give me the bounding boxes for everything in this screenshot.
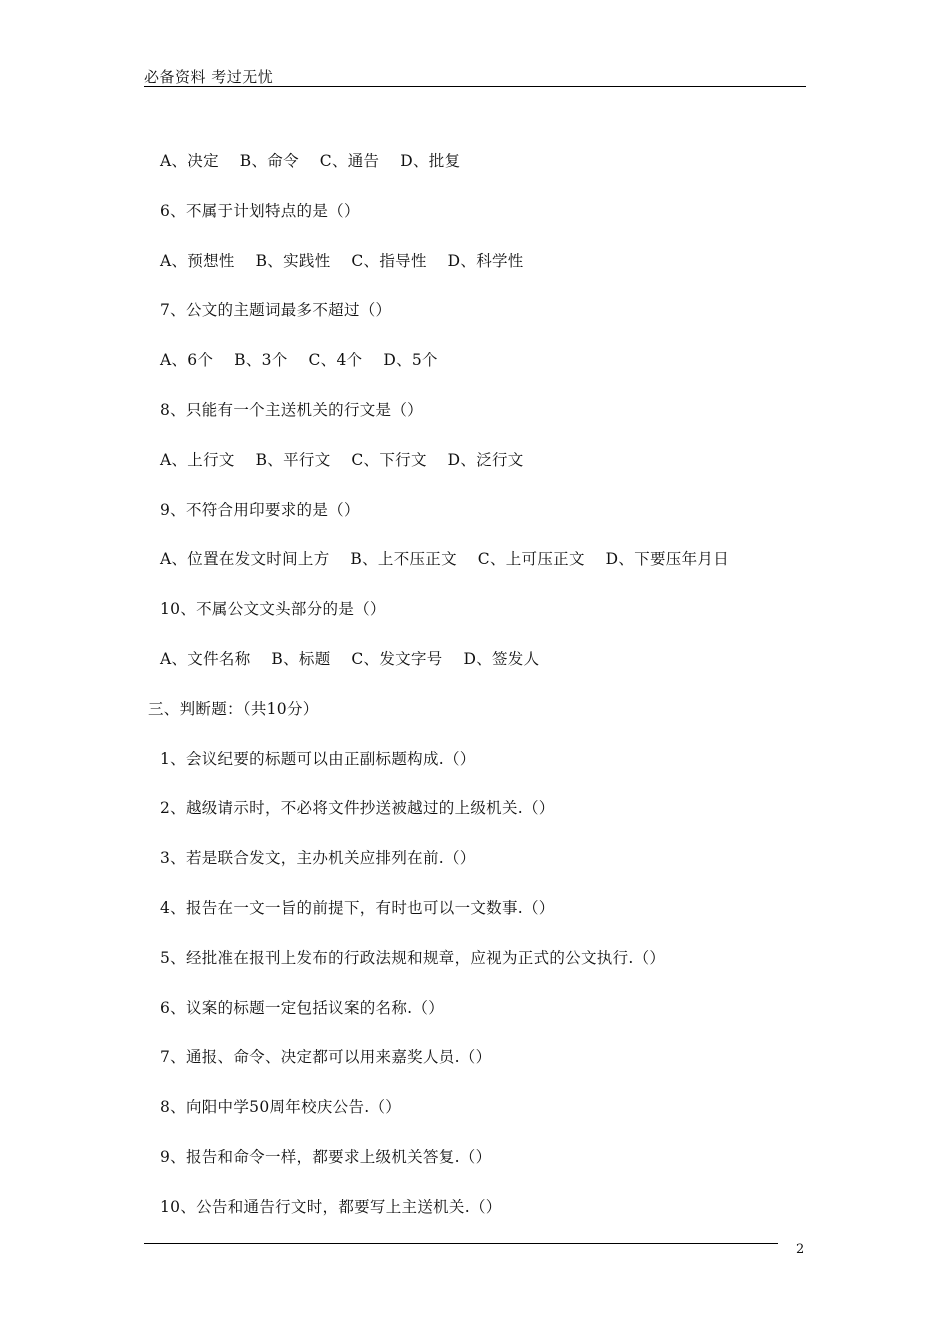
section-heading-true-false: 三、判断题：（共10分） — [148, 699, 319, 718]
tf-item-4: 4、报告在一文一旨的前提下，有时也可以一文数事.（） — [160, 898, 555, 917]
question-7-options: A、6个 B、3个 C、4个 D、5个 — [160, 351, 438, 370]
question-6-options: A、预想性 B、实践性 C、指导性 D、科学性 — [160, 251, 524, 270]
tf-item-1: 1、会议纪要的标题可以由正副标题构成.（） — [160, 749, 476, 768]
header-divider — [144, 86, 806, 87]
question-8: 8、只能有一个主送机关的行文是（） — [160, 400, 423, 419]
question-7: 7、公文的主题词最多不超过（） — [160, 301, 392, 320]
tf-item-9: 9、报告和命令一样，都要求上级机关答复.（） — [160, 1147, 492, 1166]
page-number: 2 — [796, 1242, 805, 1257]
question-9: 9、不符合用印要求的是（） — [160, 500, 360, 519]
tf-item-5: 5、经批准在报刊上发布的行政法规和规章，应视为正式的公文执行.（） — [160, 948, 666, 967]
question-6: 6、不属于计划特点的是（） — [160, 201, 360, 220]
question-9-options: A、位置在发文时间上方 B、上不压正文 C、上可压正文 D、下要压年月日 — [160, 550, 729, 569]
tf-item-2: 2、越级请示时，不必将文件抄送被越过的上级机关.（） — [160, 799, 555, 818]
question-10-options: A、文件名称 B、标题 C、发文字号 D、签发人 — [160, 649, 540, 668]
tf-item-10: 10、公告和通告行文时，都要写上主送机关.（） — [160, 1197, 502, 1216]
question-5-options: A、决定 B、命令 C、通告 D、批复 — [160, 152, 461, 170]
document-body — [0, 150, 950, 1246]
tf-item-8: 8、向阳中学50周年校庆公告.（） — [160, 1098, 402, 1117]
page-header-title: 必备资料 考过无忧 — [144, 68, 274, 86]
question-10: 10、不属公文文头部分的是（） — [160, 600, 386, 619]
footer-divider — [144, 1243, 778, 1244]
tf-item-7: 7、通报、命令、决定都可以用来嘉奖人员.（） — [160, 1048, 492, 1067]
tf-item-6: 6、议案的标题一定包括议案的名称.（） — [160, 998, 444, 1017]
question-8-options: A、上行文 B、平行文 C、下行文 D、泛行文 — [160, 450, 524, 469]
tf-item-3: 3、若是联合发文，主办机关应排列在前.（） — [160, 849, 476, 868]
